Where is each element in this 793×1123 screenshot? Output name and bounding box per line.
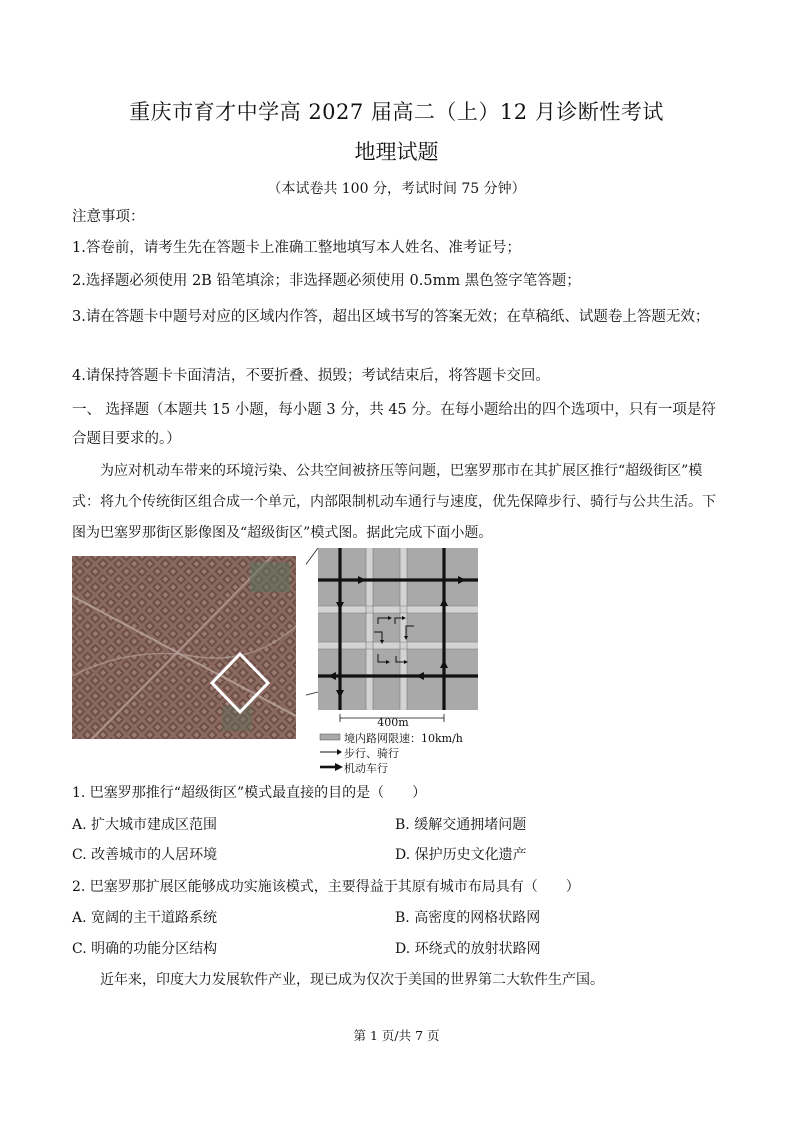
exam-subject: 地理试题	[354, 140, 439, 164]
question-stem: 1. 巴塞罗那推行“超级街区”模式最直接的目的是（ ）	[72, 785, 427, 801]
page-footer: 第 1 页/共 7 页	[353, 1028, 440, 1043]
question-option: D. 环绕式的放射状路网	[395, 941, 541, 957]
note-item: 4.请保持答题卡卡面清洁，不要折叠、损毁；考试结束后，将答题卡交回。	[72, 368, 550, 384]
question-option: B. 高密度的网格状路网	[395, 910, 541, 926]
passage-india: 近年来，印度大力发展软件产业，现已成为仅次于美国的世界第二大软件生产国。	[100, 972, 604, 988]
aerial-photo	[72, 556, 296, 739]
note-item: 3.请在答题卡中题号对应的区域内作答，超出区域书写的答案无效；在草稿纸、试题卷上答题无效；	[72, 309, 710, 325]
question-option: A. 宽阔的主干道路系统	[72, 910, 218, 926]
notes-heading: 注意事项：	[72, 209, 145, 225]
exam-title: 重庆市育才中学高 2027 届高二（上）12 月诊断性考试	[129, 100, 664, 124]
passage-superblock: 为应对机动车带来的环境污染、公共空间被挤压等问题，巴塞罗那市在其扩展区推行“超级街区”模式：将九个传统街区组合成一个单元，内部限制机动车通行与速度，优先保障步行、骑行与公共生活。下图为巴塞罗那街区影像图及“超级街区”模式图。据此完成下面小题。	[72, 463, 716, 541]
question-option: A. 扩大城市建成区范围	[72, 817, 218, 833]
question-stem: 2. 巴塞罗那扩展区能够成功实施该模式，主要得益于其原有城市布局具有（ ）	[72, 879, 580, 895]
legend-speed: 境内路网限速：10km/h	[344, 732, 463, 745]
question-option: B. 缓解交通拥堵问题	[395, 817, 527, 833]
question-option: D. 保护历史文化遗产	[395, 847, 527, 863]
note-item: 1.答卷前，请考生先在答题卡上准确工整地填写本人姓名、准考证号；	[72, 240, 521, 256]
section-heading: 一、 选择题（本题共 15 小题，每小题 3 分，共 45 分。在每小题给出的四个选项中，只有一项是符合题目要求的。）	[72, 402, 716, 447]
question-option: C. 改善城市的人居环境	[72, 847, 218, 863]
exam-info: （本试卷共 100 分，考试时间 75 分钟）	[267, 181, 526, 197]
scale-label: 400m	[377, 716, 409, 729]
figure-superblock	[72, 548, 484, 778]
legend-walk: 步行、骑行	[344, 747, 399, 760]
legend-vehicle: 机动车行	[344, 762, 388, 775]
note-item: 2.选择题必须使用 2B 铅笔填涂；非选择题必须使用 0.5mm 黑色签字笔答题；	[72, 273, 581, 289]
question-option: C. 明确的功能分区结构	[72, 941, 218, 957]
